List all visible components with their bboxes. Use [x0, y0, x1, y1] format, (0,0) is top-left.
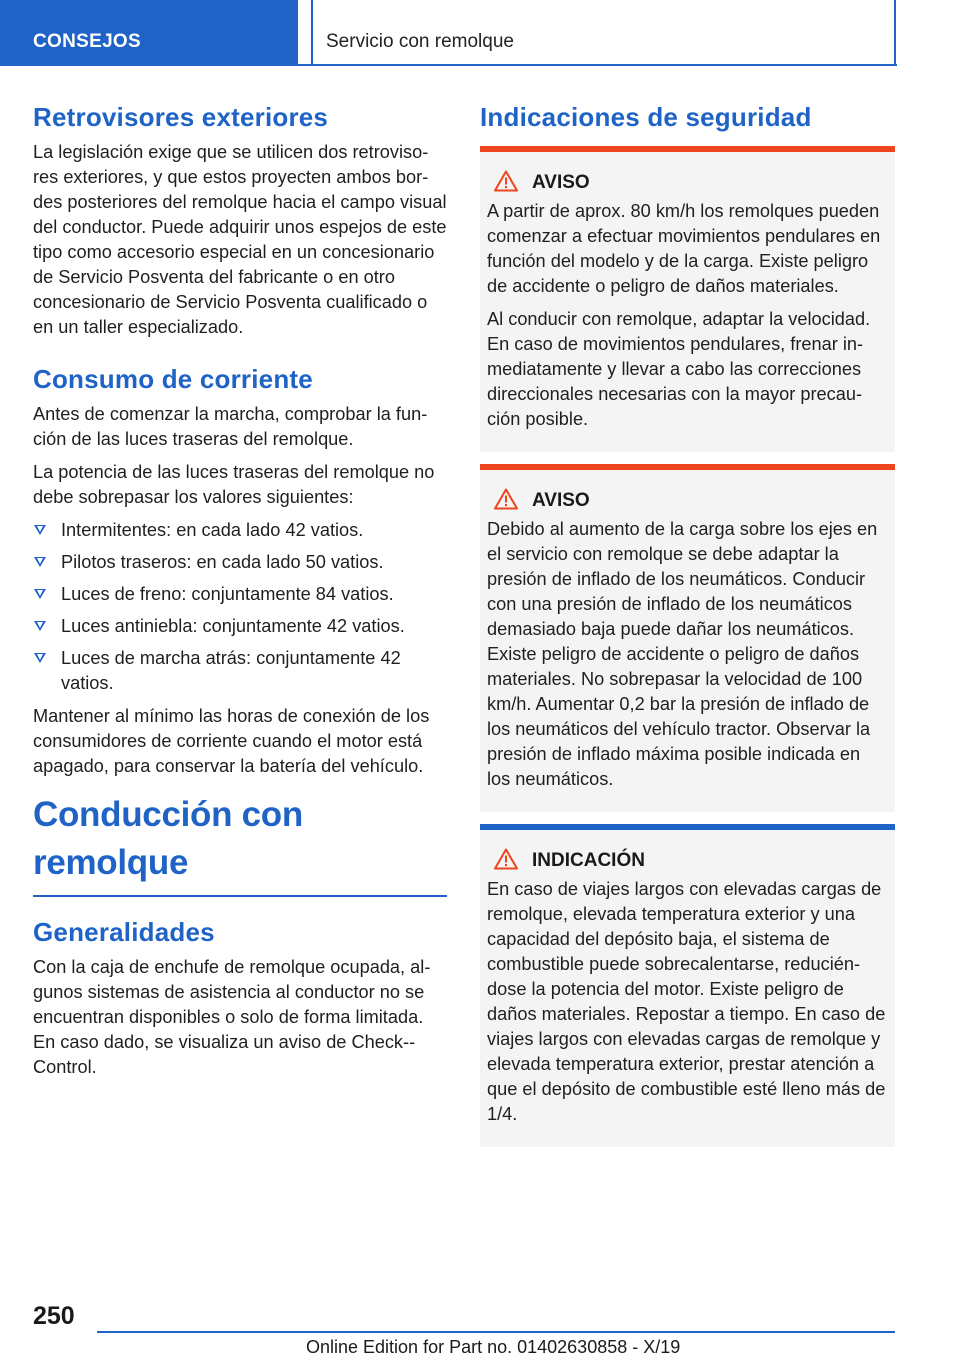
box-text: A partir de aprox. 80 km/h los remolques pueden comenzar a efectuar movimientos pendulares en función del modelo y de la carga. Existe peligro de accidente o peligro de daños materiales. [487, 201, 881, 296]
notice-bar [480, 824, 895, 830]
box-text: Debido al aumento de la carga sobre los ejes en el servicio con remolque se debe adaptar la presión de inflado de los neumáticos. Conducir con una presión de inflado de los neumáticos demasiado baja puede dañar los neumáticos. Existe peligro de accidente o peligro de daños materiales. No sobrepasar la velocidad de 100 km/h. Aumentar 0,2 bar la presión de inflado de los neumáticos del vehículo tractor. Observar la presión de inflado máxima posible indicada en los neumáticos. [487, 519, 878, 789]
heading-safety: Indicaciones de seguridad [480, 102, 812, 132]
chapter-title: Servicio con remolque [326, 31, 514, 52]
page-number: 250 [33, 1302, 75, 1330]
mirrors-text: La legislación exige que se utilicen dos retrovisores exteriores, y que estos proyecten ambos bordes posteriores del remolque hacia el campo visual del conductor. Puede adquirir unos espejos de este tipo como accesorio especial en un concesionario de Servicio Posventa del fabricante o en otro concesionario de Servicio Posventa cualificado o en un taller especializado. [33, 142, 447, 337]
heading-general: Generalidades [33, 916, 215, 947]
triangle-bullet-icon [34, 653, 46, 663]
list-item: Luces antiniebla: conjuntamente 42 vatios. [33, 614, 447, 639]
box-label: AVISO [532, 490, 590, 511]
list-item: Pilotos traseros: en cada lado 50 vatios. [33, 550, 447, 575]
power-list [33, 518, 447, 696]
box-text: Al conducir con remolque, adaptar la velocidad. En caso de movimientos pendulares, frenar inmediatamente y llevar a cabo las correcciones direccionales necesarias con la mayor precaución posible. [487, 309, 871, 429]
list-item: Luces de marcha atrás: conjuntamente 42 vatios. [33, 646, 447, 696]
warning-box [480, 146, 895, 452]
warning-bar [480, 146, 895, 152]
footer-edition: Online Edition for Part no. 01402630858 - X/19 [306, 1337, 681, 1357]
section-tab [0, 0, 298, 66]
header-separator [311, 0, 313, 66]
heading-mirrors: Retrovisores exteriores [33, 102, 329, 132]
footer-rule [97, 1331, 895, 1333]
right-column [480, 100, 895, 1147]
heading-rule [33, 895, 447, 897]
power-text-3: Mantener al mínimo las horas de conexión de los consumidores de corriente cuando el motor está apagado, para conservar la batería del vehículo. [33, 706, 430, 776]
section-label: CONSEJOS [33, 31, 141, 52]
left-column [33, 100, 447, 1088]
box-text: En caso de viajes largos con elevadas cargas de remolque, elevada temperatura exterior y una capacidad del depósito baja, el sistema de combustible puede sobrecalentarse, reduciéndose la potencia del motor. Existe peligro de daños materiales. Repostar a tiempo. En caso de viajes largos con elevadas cargas de remolque y elevada temperatura exterior, prestar atención a que el depósito de combustible esté lleno más de 1/4. [487, 879, 886, 1124]
warning-triangle-icon [494, 848, 518, 870]
general-text: Con la caja de enchufe de remolque ocupada, algunos sistemas de asistencia al conductor no se encuentran disponibles o solo de forma limitada. En caso dado, se visualiza un aviso de Check--Control. [33, 956, 431, 1077]
heading-driving: Conducción con remolque [33, 795, 303, 882]
power-text-1: Antes de comenzar la marcha, comprobar la función de las luces traseras del remolque. [33, 404, 428, 449]
warning-triangle-icon [494, 170, 518, 192]
list-item: Luces de freno: conjuntamente 84 vatios. [33, 582, 447, 607]
warning-box [480, 464, 895, 812]
list-item: Intermitentes: en cada lado 42 vatios. [33, 518, 447, 543]
header-rule [0, 64, 897, 66]
header-edge [894, 0, 896, 66]
box-label: INDICACIÓN [532, 850, 645, 871]
triangle-bullet-icon [34, 525, 46, 535]
heading-power: Consumo de corriente [33, 364, 313, 394]
triangle-bullet-icon [34, 621, 46, 631]
warning-triangle-icon [494, 488, 518, 510]
box-label: AVISO [532, 172, 590, 193]
warning-bar [480, 464, 895, 470]
notice-box [480, 824, 895, 1147]
triangle-bullet-icon [34, 557, 46, 567]
triangle-bullet-icon [34, 589, 46, 599]
power-text-2: La potencia de las luces traseras del remolque no debe sobrepasar los valores siguientes: [33, 462, 435, 507]
